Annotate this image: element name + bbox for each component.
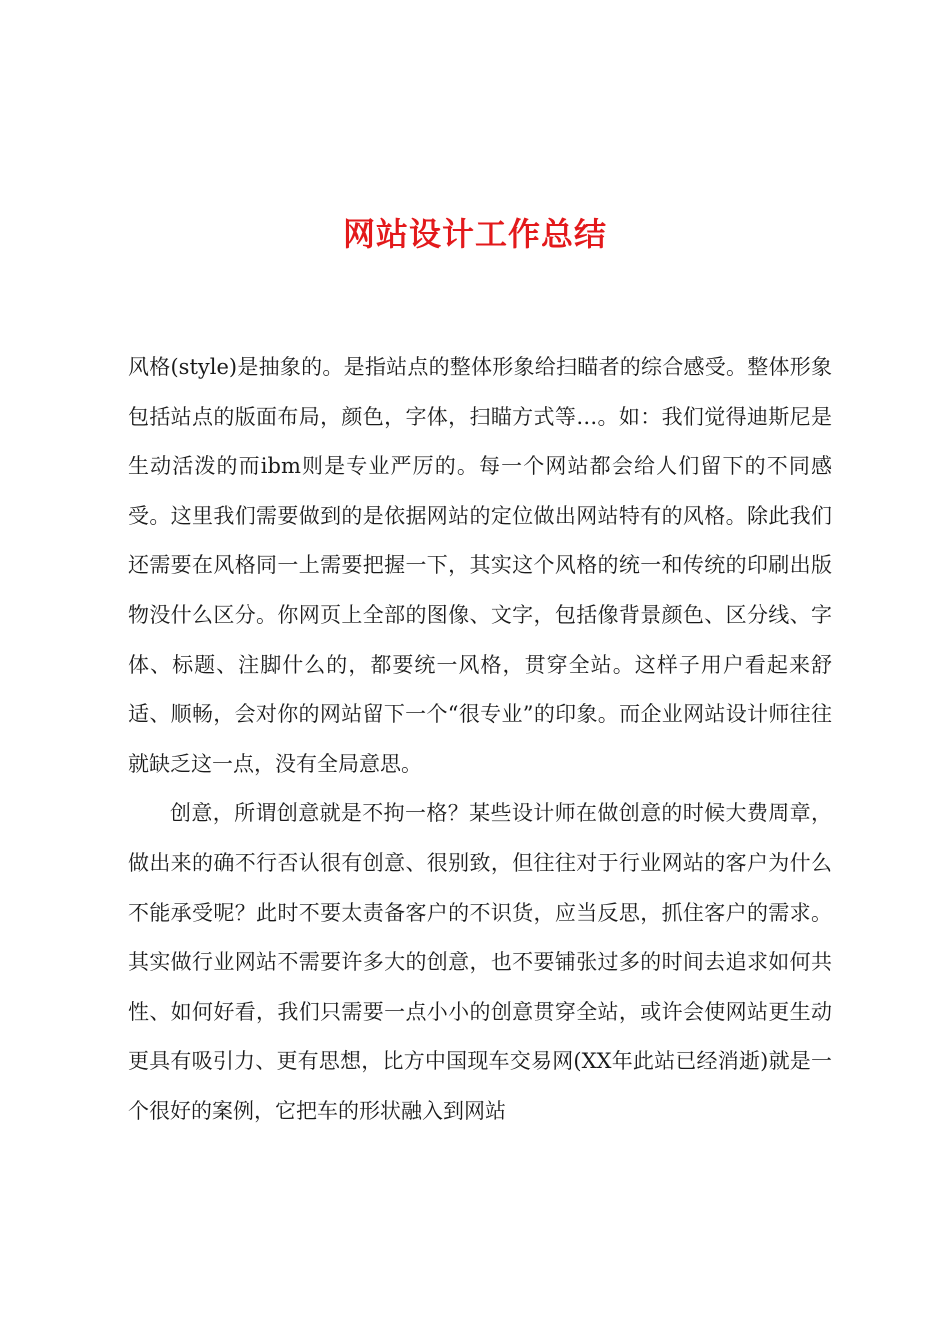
document-title: 网站设计工作总结 [342, 215, 607, 253]
paragraph-creativity: 创意，所谓创意就是不拘一格？某些设计师在做创意的时候大费周章，做出来的确不行否认很有创意、很别致，但往往对于行业网站的客户为什么不能承受呢？此时不要太责备客户的不识货，应当反思，抓住客户的需求。其实做行业网站不需要许多大的创意，也不要铺张过多的时间去追求如何共性、如何好看，我们只需要一点小小的创意贯穿全站，或许会使网站更生动更具有吸引力、更有思想，比方中国现车交易网(XX年此站已经消逝)就是一个很好的案例，它把车的形状融入到网站 [128, 801, 832, 1123]
document-body [128, 343, 832, 1137]
paragraph-style: 风格(style)是抽象的。是指站点的整体形象给扫瞄者的综合感受。整体形象包括站点的版面布局，颜色，字体，扫瞄方式等…。如：我们觉得迪斯尼是生动活泼的而ibm则是专业严厉的。每一个网站都会给人们留下的不同感受。这里我们需要做到的是依据网站的定位做出网站特有的风格。除此我们还需要在风格同一上需要把握一下，其实这个风格的统一和传统的印刷出版物没什么区分。你网页上全部的图像、文字，包括像背景颜色、区分线、字体、标题、注脚什么的，都要统一风格，贯穿全站。这样子用户看起来舒适、顺畅，会对你的网站留下一个“很专业”的印象。而企业网站设计师往往就缺乏这一点，没有全局意思。 [128, 355, 832, 776]
